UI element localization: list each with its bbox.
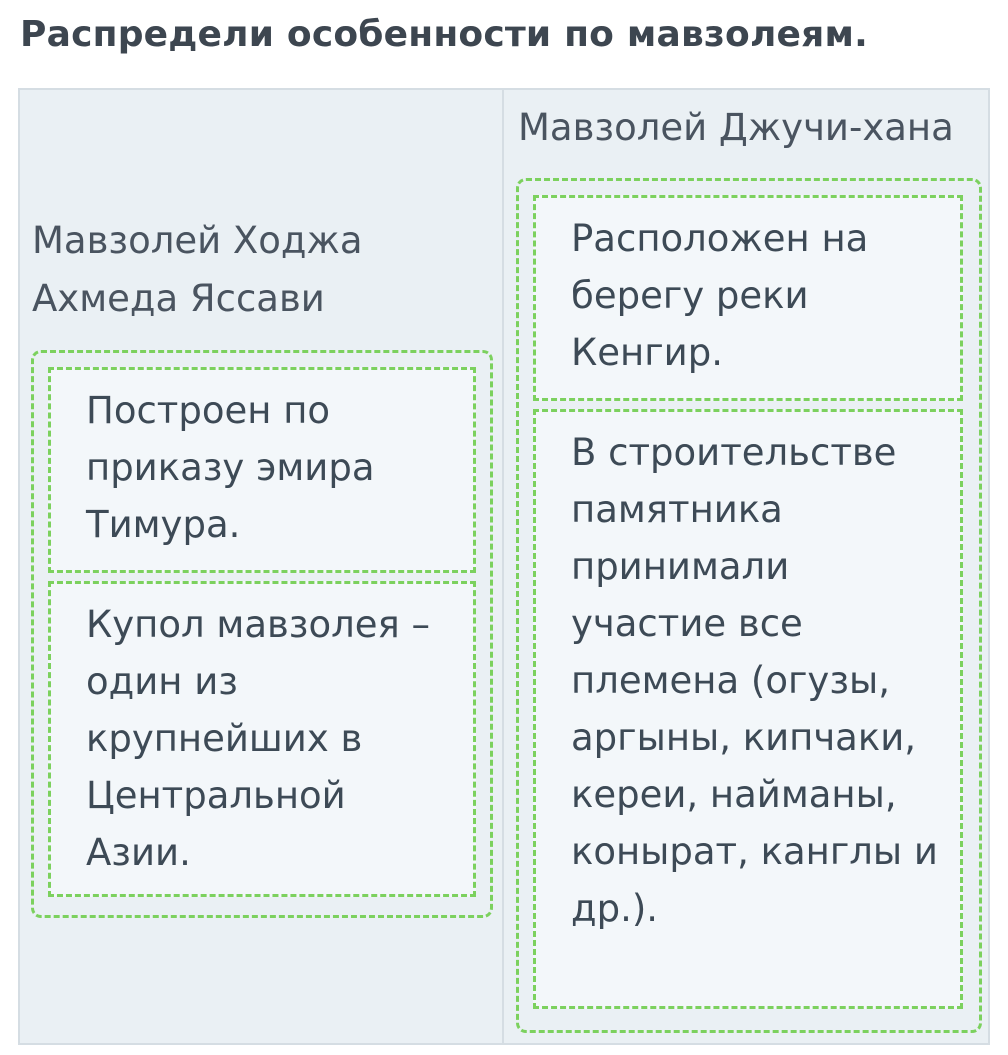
answer-card[interactable]: Построен по приказу эмира Тимура. <box>48 367 476 573</box>
column-heading-jochi-khan: Мавзолей Джучи-хана <box>518 106 954 149</box>
column-yassawi <box>20 90 504 1043</box>
task-title: Распредели особенности по мавзолеям. <box>20 14 868 55</box>
drop-zone-yassawi[interactable] <box>31 350 493 918</box>
sorting-board <box>18 88 990 1045</box>
answer-card[interactable]: Расположен на берегу реки Кенгир. <box>533 195 963 401</box>
answer-card[interactable]: В строительстве памятника принимали участие все племена (огузы, аргыны, кипчаки, кереи, найманы, конырат, канглы и др.). <box>533 409 963 1009</box>
answer-card[interactable]: Купол мавзолея – один из крупнейших в Центральной Азии. <box>48 581 476 897</box>
column-jochi-khan <box>504 90 988 1043</box>
drop-zone-jochi-khan[interactable] <box>516 178 982 1033</box>
column-heading-yassawi: Мавзолей Ходжа Ахмеда Яссави <box>32 219 363 320</box>
